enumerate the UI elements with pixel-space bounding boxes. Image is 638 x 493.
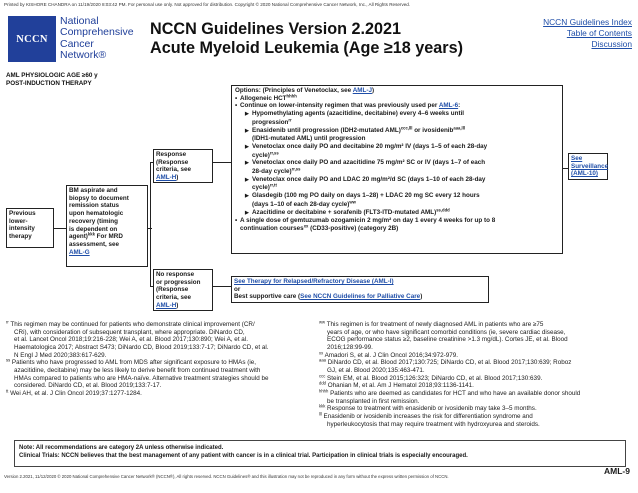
footnote: $^{ss}$ Patients who have progressed to AML from MDS after significant exposure to HMAs (ie, azacitidine, decitabine) may be less likely to derive benefit from continued treatment with HMAs compared to patients who are HMA-naïve. Alternative treatment strategies should be considered. DiNardo CD, et al. Blood 2019;133:7-17. — [6, 357, 269, 390]
recommendation-note: Note: All recommendations are category 2A unless otherwise indicated. Clinical Trials: NCCN believes that the best management of any patient with cancer is in a clinical trial. Participation in clinical trials is especially encouraged. — [14, 440, 626, 467]
no-response-box: No response or progression (Response criteria, see AML-H) — [153, 269, 213, 311]
options-box: Options: (Principles of Venetoclax, see AML-J) • Allogeneic $HCT^{hhhh}$ • Continue on lower-intensity regimen that was previously used per AML-6: ▶ Hypomethylating agents (azacitidine, decitabine) every 4–6 weeks until progression$^{rr}$ ▶ Enasidenib until progression (IDH2-mutated AML)$^{ccc,lll}$ or ivosidenib$^{aaa,lll}$ (IDH1-mutated AML) until progression ▶ Venetoclax once daily PO and decitabine 20 mg/m² IV (days 1–5 of each 28-day cycle)$^{rr,ss}$ ▶ Venetoclax once daily PO and azacitidine 75 mg/m² SC or IV (days 1–7 of each 28-day cycle)$^{rr,ss}$ ▶ Venetoclax once daily PO and LDAC 20 mg/m²/d SC (days 1–10 of each 28-day cycle)$^{rr,tt}$ ▶ Glasdegib (100 mg PO daily on days 1–28) + LDAC 20 mg SC every 12 hours (days 1–10 of each 28-day cycle)$^{ww}$ ▶ Azacitidine or decitabine + sorafenib (FLT3-ITD-mutated AML)$^{ss,ddd}$ • A single dose of gemtuzumab ozogamicin 2 mg/m² on day 1 every 4 weeks for up to 8 continuation courses$^{xx}$ (CD33-positive) (category 2B) — [231, 85, 563, 254]
option-venetoclax-ldac: ▶ Venetoclax once daily PO and LDAC 20 mg/m²/d SC (days 1–10 of each 28-day — [245, 175, 486, 183]
footnote: $^{ww}$ This regimen is for treatment of newly diagnosed AML in patients who are ≥75 years of age, or who have significant comorbid conditions (ie, severe cardiac disease, ECOG performance status ≥2, baseline creatinine >1.3 mg/dL). Cortes JE, et al. Blood 2016;128:99-99. — [319, 319, 568, 351]
top-navigation-links — [543, 17, 632, 50]
connector-previous-bm — [54, 228, 66, 229]
footnote: $^{rr}$ This regimen may be continued for patients who demonstrate clinical improvement (CR/ CRi), with consideration of subsequent transplant, where appropriate. DiNardo CD, et al. Lancet Oncol 2018;19:216-228; Wei A, et al. Blood 2017;130:890; Wei A, et al. Haematologica 2017; Abstract S473; DiNardo CD, Blood 2019;133:7-17; DiNardo CD, et al. N Engl J Med 2020;383:617-629. — [6, 319, 269, 359]
no-response-aml-h-link[interactable]: AML-H — [156, 301, 177, 309]
response-aml-h-link[interactable]: AML-H — [156, 174, 177, 182]
bm-aspirate-box: BM aspirate and biopsy to document remission status upon hematologic recovery (timing is dependent on agent)$^{kkk}$ For MRD assessment, see AML-G — [66, 185, 148, 267]
footnote: $^{kkk}$ Response to treatment with enasidenib or ivosidenib may take 3–5 months. — [319, 403, 537, 413]
footnote: $^{ddd}$ Ohanian M, et al. Am J Hematol 2018;93:1136-1141. — [319, 380, 474, 390]
option-sorafenib: ▶ Azacitidine or decitabine + sorafenib (FLT3-ITD-mutated AML)$^{ss,ddd}$ — [245, 207, 450, 216]
aml-g-link[interactable]: AML-G — [69, 248, 90, 256]
relapsed-refractory-link[interactable]: See Therapy for Relapsed/Refractory Disease (AML-I) — [234, 278, 394, 285]
connector-no-response-relapsed — [213, 286, 231, 287]
printed-by-notice: Printed by KISHORE CHANDRA on 11/19/2020 8:03:42 PM. For personal use only. Not approved for distribution. Copyright © 2020 National Comprehensive Cancer Network, Inc., All Rights Reserved. — [4, 2, 411, 7]
nccn-logo-mark: NCCN — [8, 16, 56, 62]
aml-j-link[interactable]: AML-J — [352, 87, 372, 94]
previous-therapy-box: Previous lower- intensity therapy — [6, 208, 54, 248]
option-venetoclax-azacitidine: ▶ Venetoclax once daily PO and azacitidine 75 mg/m² SC or IV (days 1–7 of each — [245, 159, 486, 167]
footnote: $^{aaa}$ DiNardo CD, et al. Blood 2017;130:725; DiNardo CD, et al. Blood 2017;130:639; Roboz GJ, et al. Blood 2020;135:463-471. — [319, 357, 572, 374]
footnotes-right — [319, 321, 633, 428]
footnotes-left — [6, 321, 316, 398]
copyright-footer: Version 2.2021, 11/12/2020 © 2020 National Comprehensive Cancer Network® (NCCN®), All rights reserved. NCCN Guidelines® and this illustration may not be reproduced in any form without the express written permission of NCCN. — [4, 474, 449, 479]
footnote: $^{hhhh}$ Patients who are deemed as candidates for HCT and who have an available donor should be transplanted in first remission. — [319, 388, 581, 405]
relapsed-therapy-box: See Therapy for Relapsed/Refractory Disease (AML-I) or Best supportive care (See NCCN Guidelines for Palliative Care) — [231, 276, 489, 303]
guidelines-index-link[interactable]: NCCN Guidelines Index — [543, 17, 632, 27]
section-heading: AML PHYSIOLOGIC AGE ≥60 y POST-INDUCTION THERAPY — [6, 72, 98, 87]
footnote: $^{tt}$ Wei AH, et al. J Clin Oncol 2019;37:1277-1284. — [6, 388, 142, 397]
option-hma: ▶ Hypomethylating agents (azacitidine, decitabine) every 4–6 weeks until — [245, 110, 465, 118]
surveillance-box[interactable]: See Surveillance (AML-10) — [568, 153, 608, 180]
page-title: NCCN Guidelines Version 2.2021 Acute Myeloid Leukemia (Age ≥18 years) — [150, 20, 463, 57]
nccn-logo-wordmark: National Comprehensive Cancer Network® — [60, 15, 134, 62]
aml-6-link[interactable]: AML-6 — [438, 102, 459, 110]
footnote: $^{lll}$ Enasidenib or ivosidenib increases the risk for differentiation syndrome and hyperleukocytosis that may require treatment with hydroxyurea and steroids. — [319, 411, 540, 428]
nccn-logo — [8, 16, 134, 62]
option-glasdegib: ▶ Glasdegib (100 mg PO daily on days 1–28) + LDAC 20 mg SC every 12 hours — [245, 192, 480, 200]
aml-10-link[interactable]: (AML-10) — [571, 170, 598, 178]
footnote: $^{ccc}$ Stein EM, et al. Blood 2015;126:323; DiNardo CD, et al. Blood 2017;130:639. — [319, 373, 543, 382]
option-venetoclax-decitabine: ▶ Venetoclax once daily PO and decitabine 20 mg/m² IV (days 1–5 of each 28-day — [245, 142, 488, 150]
option-gemtuzumab: • A single dose of gemtuzumab ozogamicin 2 mg/m² on day 1 every 4 weeks for up to 8 — [235, 217, 496, 225]
discussion-link[interactable]: Discussion — [591, 39, 632, 49]
connector-vertical-branch — [150, 162, 151, 286]
palliative-care-link[interactable]: See NCCN Guidelines for Palliative Care — [300, 293, 421, 301]
option-enasidenib: ▶ Enasidenib until progression (IDH2-mutated AML)$^{ccc,lll}$ or ivosidenib$^{aaa,lll}$ — [245, 125, 466, 134]
table-of-contents-link[interactable]: Table of Contents — [566, 28, 632, 38]
page-number: AML-9 — [604, 466, 630, 476]
footnote: $^{xx}$ Amadori S, et al. J Clin Oncol 2016;34:972-979. — [319, 350, 458, 359]
response-box: Response (Response criteria, see AML-H) — [153, 149, 213, 183]
connector-response-options — [213, 162, 231, 163]
